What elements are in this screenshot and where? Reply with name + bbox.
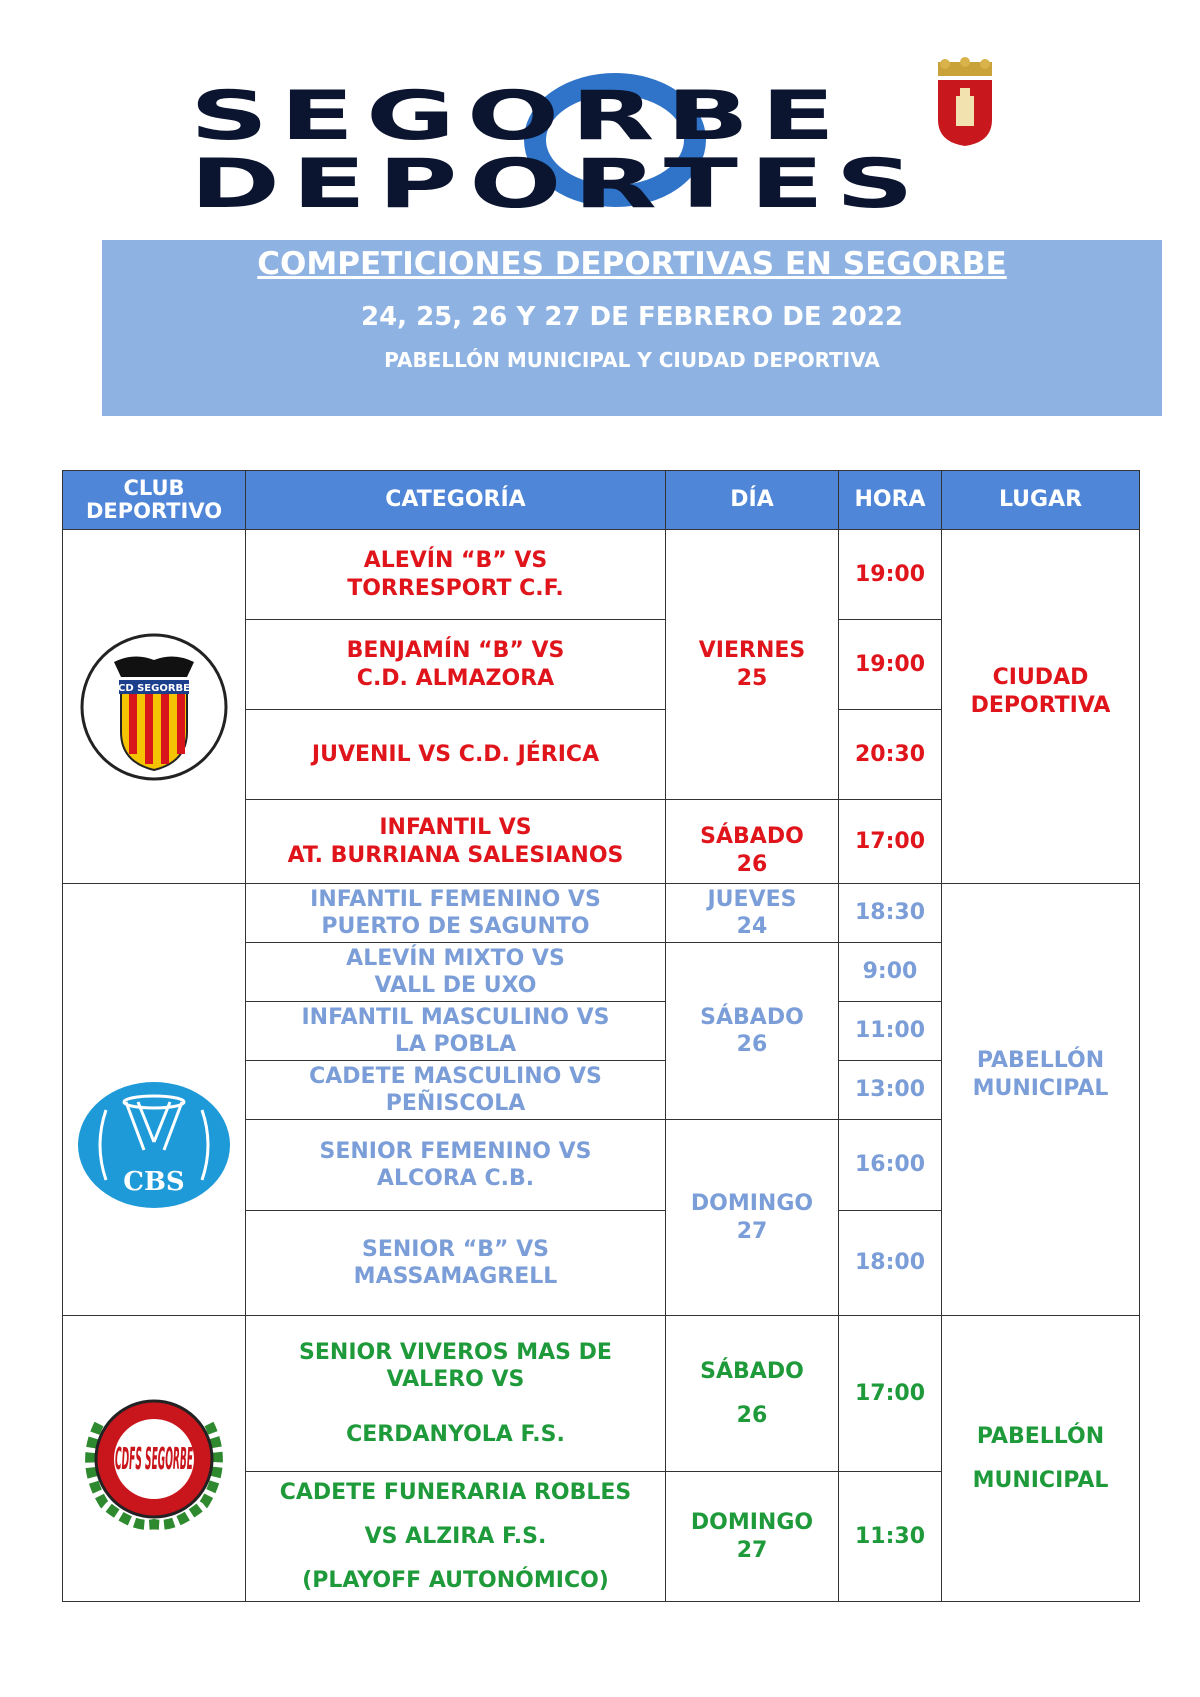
dia-cell: VIERNES 25 xyxy=(665,529,839,800)
lugar-cell: PABELLÓN MUNICIPAL xyxy=(941,883,1140,1316)
banner-venues: PABELLÓN MUNICIPAL Y CIUDAD DEPORTIVA xyxy=(384,348,880,372)
hora-cell: 20:30 xyxy=(838,709,942,800)
dia-cell: SÁBADO 26 xyxy=(665,942,839,1120)
categoria-cell: SENIOR VIVEROS MAS DE VALERO VS CERDANYOLA F.S. xyxy=(245,1315,666,1472)
hora-cell: 19:00 xyxy=(838,619,942,710)
hora-cell: 17:00 xyxy=(838,799,942,884)
categoria-cell: INFANTIL FEMENINO VS PUERTO DE SAGUNTO xyxy=(245,883,666,943)
header-lugar: LUGAR xyxy=(941,470,1140,530)
cd-segorbe-badge-icon xyxy=(79,632,229,782)
cd-segorbe-badge-text: CD SEGORBE xyxy=(117,682,191,694)
categoria-cell: INFANTIL MASCULINO VS LA POBLA xyxy=(245,1001,666,1061)
hora-cell: 9:00 xyxy=(838,942,942,1002)
schedule-table xyxy=(62,470,1140,1602)
event-banner xyxy=(102,240,1162,416)
header-club: CLUB DEPORTIVO xyxy=(62,470,246,530)
hora-cell: 13:00 xyxy=(838,1060,942,1120)
categoria-cell: ALEVÍN “B” VS TORRESPORT C.F. xyxy=(245,529,666,620)
hora-cell: 18:30 xyxy=(838,883,942,943)
hora-cell: 18:00 xyxy=(838,1210,942,1316)
hora-cell: 11:30 xyxy=(838,1471,942,1602)
dia-cell: SÁBADO 26 xyxy=(665,1315,839,1472)
cdfs-badge-icon xyxy=(74,1384,234,1534)
dia-cell: DOMINGO 27 xyxy=(665,1119,839,1316)
categoria-cell: SENIOR “B” VS MASSAMAGRELL xyxy=(245,1210,666,1316)
hora-cell: 16:00 xyxy=(838,1119,942,1211)
categoria-cell: ALEVÍN MIXTO VS VALL DE UXO xyxy=(245,942,666,1002)
lugar-cell: CIUDAD DEPORTIVA xyxy=(941,529,1140,884)
club-logo-cell xyxy=(62,883,246,1316)
categoria-cell: BENJAMÍN “B” VS C.D. ALMAZORA xyxy=(245,619,666,710)
dia-cell: DOMINGO 27 xyxy=(665,1471,839,1602)
lugar-cell: PABELLÓN MUNICIPAL xyxy=(941,1315,1140,1602)
banner-title: COMPETICIONES DEPORTIVAS EN SEGORBE xyxy=(257,246,1007,282)
dia-cell: SÁBADO 26 xyxy=(665,799,839,884)
segorbe-deportes-logo xyxy=(180,58,1040,224)
hora-cell: 11:00 xyxy=(838,1001,942,1061)
town-crest-icon xyxy=(920,58,1010,148)
categoria-cell: SENIOR FEMENINO VS ALCORA C.B. xyxy=(245,1119,666,1211)
banner-dates: 24, 25, 26 Y 27 DE FEBRERO DE 2022 xyxy=(360,302,903,332)
club-logo-cell xyxy=(62,1315,246,1602)
categoria-cell: JUVENIL VS C.D. JÉRICA xyxy=(245,709,666,800)
cbs-badge-text: CBS xyxy=(123,1166,185,1197)
logo-line-2: DEPORTES xyxy=(190,144,926,224)
hora-cell: 19:00 xyxy=(838,529,942,620)
categoria-cell: CADETE FUNERARIA ROBLES VS ALZIRA F.S. (PLAYOFF AUTONÓMICO) xyxy=(245,1471,666,1602)
header-hora: HORA xyxy=(838,470,942,530)
categoria-cell: CADETE MASCULINO VS PEÑISCOLA xyxy=(245,1060,666,1120)
dia-cell: JUEVES 24 xyxy=(665,883,839,943)
cdfs-badge-text: CDFS SEGORBE xyxy=(115,1441,194,1477)
header-dia: DÍA xyxy=(665,470,839,530)
club-logo-cell xyxy=(62,529,246,884)
hora-cell: 17:00 xyxy=(838,1315,942,1472)
header-categoria: CATEGORÍA xyxy=(245,470,666,530)
categoria-cell: INFANTIL VS AT. BURRIANA SALESIANOS xyxy=(245,799,666,884)
cbs-badge-icon xyxy=(76,1080,232,1210)
logo-line-1: SEGORBE xyxy=(190,76,847,156)
